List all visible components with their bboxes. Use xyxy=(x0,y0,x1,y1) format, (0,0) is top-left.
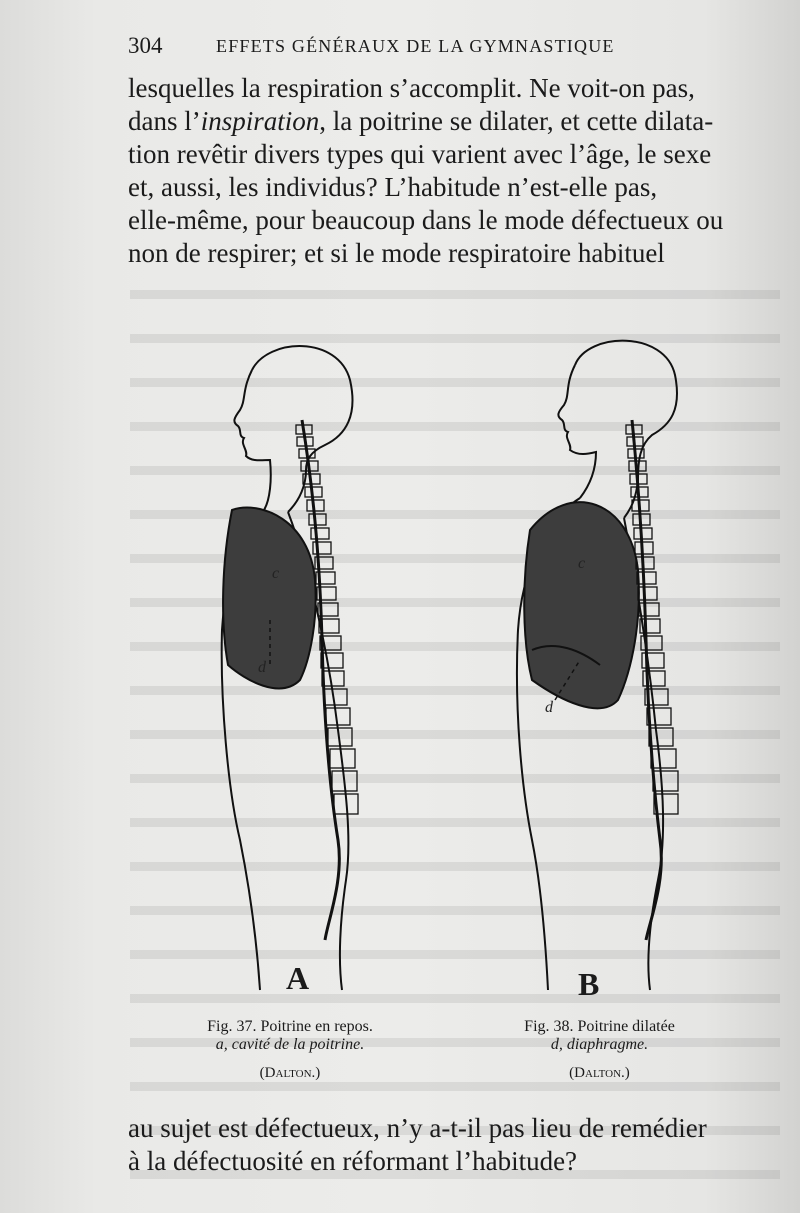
fig-a-label-d: d xyxy=(258,659,266,676)
caption-source: (Dalton.) xyxy=(259,1065,321,1081)
figure-a xyxy=(222,346,358,990)
page-number: 304 xyxy=(128,33,163,58)
figure-b xyxy=(517,341,678,990)
text-line: et, aussi, les individus? L’habitude n’est-elle pas, xyxy=(128,172,658,202)
running-head: EFFETS GÉNÉRAUX DE LA GYMNASTIQUE xyxy=(216,36,615,56)
spine-line xyxy=(632,420,661,940)
caption-subtitle: a, cavité de la poitrine. xyxy=(215,1036,365,1053)
fig-a-label-c: c xyxy=(272,565,280,582)
body-paragraph-top xyxy=(128,72,763,270)
fig-b-letter: B xyxy=(578,966,600,1002)
chest-cavity xyxy=(524,502,639,708)
caption-title: Fig. 38. Poitrine dilatée xyxy=(524,1018,675,1035)
fig-a-letter: A xyxy=(286,960,310,996)
anatomy-figures xyxy=(160,320,780,1000)
page-header xyxy=(128,33,768,63)
spine-line xyxy=(302,420,339,940)
caption-subtitle: d, diaphragme. xyxy=(550,1036,649,1053)
text-line: tion revêtir divers types qui varient avec l’âge, le sexe xyxy=(128,139,712,169)
fig-b-label-d: d xyxy=(545,699,553,716)
fig-a-caption xyxy=(180,1018,400,1082)
caption-source: (Dalton.) xyxy=(569,1065,630,1081)
text-line: elle-même, pour beaucoup dans le mode défectueux ou xyxy=(128,205,724,235)
face-outline xyxy=(558,365,596,498)
text-line: dans l’inspiration, la poitrine se dilater, et cette dilata- xyxy=(128,106,714,136)
caption-title: Fig. 37. Poitrine en repos. xyxy=(207,1018,373,1035)
fig-b-label-c: c xyxy=(578,555,586,572)
face-outline xyxy=(234,370,270,510)
italic-term: inspiration xyxy=(200,106,320,136)
text-line: non de respirer; et si le mode respiratoire habituel xyxy=(128,238,665,268)
fig-b-caption xyxy=(492,1018,707,1082)
text-line: lesquelles la respiration s’accomplit. Ne voit-on pas, xyxy=(128,73,695,103)
text-line: au sujet est défectueux, n’y a-t-il pas lieu de remédier xyxy=(128,1113,707,1143)
body-paragraph-bottom xyxy=(128,1112,763,1178)
text-line: à la défectuosité en réformant l’habitude? xyxy=(128,1146,578,1176)
